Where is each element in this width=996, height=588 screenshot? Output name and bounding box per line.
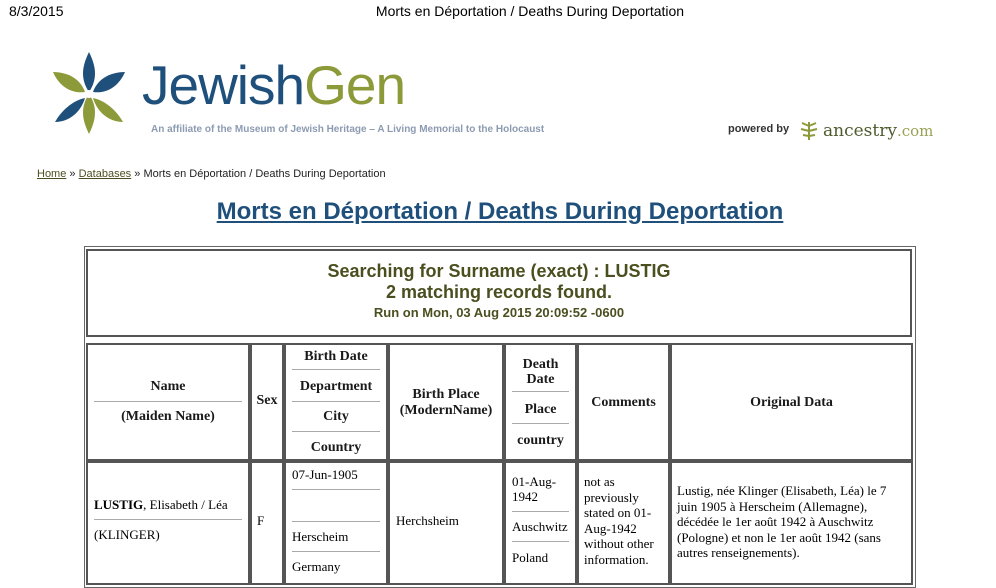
breadcrumb-current: Morts en Déportation / Deaths During Deportation [143, 168, 386, 180]
search-query: Searching for Surname (exact) : LUSTIG [327, 261, 671, 281]
breadcrumb-databases-link[interactable]: Databases [78, 168, 132, 180]
record-given-names: , Elisabeth / Léa [143, 497, 228, 512]
brand-tagline: An affiliate of the Museum of Jewish Heritage – A Living Memorial to the Holocaust [151, 124, 545, 135]
powered-by-label: powered by [728, 123, 790, 135]
jewishgen-logo-icon [51, 50, 127, 136]
cell-original-data: Lustig, née Klinger (Elisabeth, Léa) le 7 juin 1905 à Herscheim (Allemagne), décédée le 1er août 1942 à Auschwitz (Pologne) et non le 1er août 1942 (sans autres renseignements). [670, 461, 913, 585]
breadcrumb-separator: » [134, 168, 141, 180]
ancestry-leaf-icon [798, 120, 820, 142]
breadcrumb-separator: » [69, 168, 76, 180]
results-count: 2 matching records found. [385, 282, 613, 302]
header-comments: Comments [577, 343, 670, 461]
page-title[interactable]: Morts en Déportation / Deaths During Deportation [216, 198, 784, 225]
brand-wordmark: JewishGen [142, 54, 406, 116]
cell-birth-place: Herchsheim [388, 461, 504, 585]
cell-death-info [504, 461, 577, 585]
record-country: Germany [292, 559, 341, 574]
cell-birth-info [284, 461, 388, 585]
header-original-data: Original Data [670, 343, 913, 461]
breadcrumb-home-link[interactable]: Home [37, 168, 67, 180]
record-death-year: 1942 [512, 489, 538, 504]
record-death-place: Auschwitz [512, 519, 568, 534]
record-city: Herscheim [292, 529, 349, 544]
record-death-date: 01-Aug- [512, 474, 557, 489]
print-date: 8/3/2015 [9, 3, 64, 19]
record-death-country: Poland [512, 550, 549, 565]
header-name: Name (Maiden Name) [86, 343, 250, 461]
record-birth-date: 07-Jun-1905 [292, 467, 358, 482]
search-summary [86, 249, 912, 337]
print-title: Morts en Déportation / Deaths During Deportation [375, 3, 685, 19]
cell-comments: not as previously stated on 01- Aug-1942 without other information. [577, 461, 670, 585]
record-maiden-name: (KLINGER) [94, 527, 160, 542]
ancestry-logo: ancestry.com [823, 121, 934, 141]
header-birth-date: Birth Date Department City Country [284, 343, 388, 461]
header-birth-place: Birth Place (ModernName) [388, 343, 504, 461]
results-table [84, 246, 916, 588]
breadcrumb [37, 168, 386, 180]
cell-name [86, 461, 250, 585]
run-timestamp: Run on Mon, 03 Aug 2015 20:09:52 -0600 [373, 305, 625, 320]
header-death-date: Death Date Place country [504, 343, 577, 461]
cell-sex: F [250, 461, 284, 585]
record-surname: LUSTIG [94, 497, 144, 512]
header-sex: Sex [250, 343, 284, 461]
